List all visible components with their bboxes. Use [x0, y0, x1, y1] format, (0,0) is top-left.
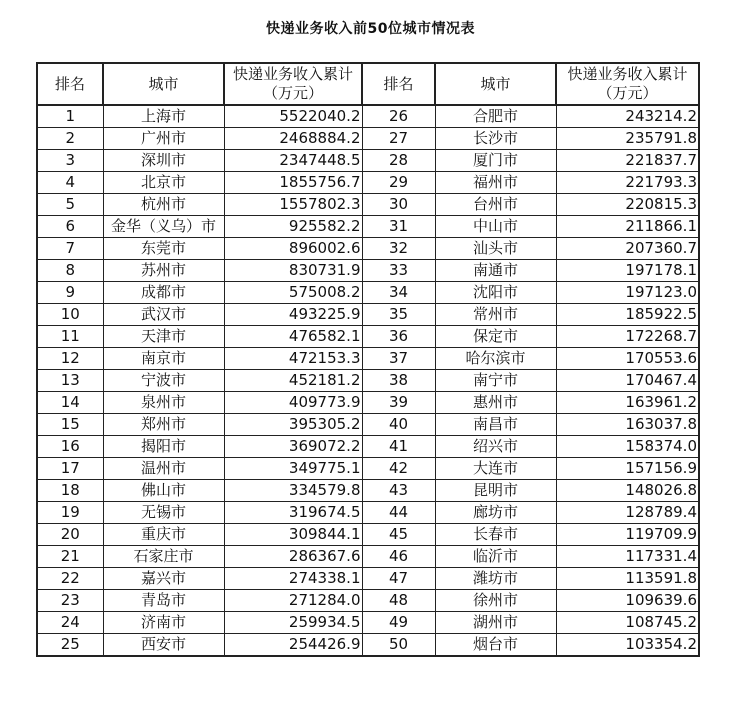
income-cell: 170467.4 — [556, 370, 699, 392]
income-header-line2: （万元） — [262, 84, 323, 102]
table-row — [37, 304, 699, 326]
rank-cell: 21 — [37, 546, 103, 568]
income-cell: 925582.2 — [224, 216, 362, 238]
rank-cell: 47 — [362, 568, 435, 590]
rank-cell: 11 — [37, 326, 103, 348]
rank-cell: 35 — [362, 304, 435, 326]
city-cell: 佛山市 — [103, 480, 224, 502]
income-cell: 452181.2 — [224, 370, 362, 392]
rank-cell: 46 — [362, 546, 435, 568]
rank-cell: 6 — [37, 216, 103, 238]
rank-cell: 34 — [362, 282, 435, 304]
rank-cell: 40 — [362, 414, 435, 436]
income-cell: 830731.9 — [224, 260, 362, 282]
city-cell: 惠州市 — [435, 392, 556, 414]
city-cell: 西安市 — [103, 634, 224, 657]
table-row — [37, 238, 699, 260]
table-row — [37, 326, 699, 348]
rank-cell: 7 — [37, 238, 103, 260]
table-row — [37, 282, 699, 304]
income-cell: 148026.8 — [556, 480, 699, 502]
income-cell: 334579.8 — [224, 480, 362, 502]
page-title: 快递业务收入前50位城市情况表 — [266, 21, 475, 37]
rank-cell: 45 — [362, 524, 435, 546]
income-cell: 221793.3 — [556, 172, 699, 194]
city-cell: 长春市 — [435, 524, 556, 546]
table-row — [37, 568, 699, 590]
income-cell: 309844.1 — [224, 524, 362, 546]
income-cell: 2347448.5 — [224, 150, 362, 172]
rank-cell: 3 — [37, 150, 103, 172]
table-row — [37, 392, 699, 414]
city-cell: 东莞市 — [103, 238, 224, 260]
city-cell: 绍兴市 — [435, 436, 556, 458]
rank-cell: 17 — [37, 458, 103, 480]
city-cell: 金华（义乌）市 — [103, 216, 224, 238]
income-cell: 221837.7 — [556, 150, 699, 172]
income-header — [556, 63, 699, 105]
rank-cell: 9 — [37, 282, 103, 304]
city-cell: 温州市 — [103, 458, 224, 480]
rank-cell: 19 — [37, 502, 103, 524]
rank-cell: 39 — [362, 392, 435, 414]
rank-cell: 49 — [362, 612, 435, 634]
income-cell: 103354.2 — [556, 634, 699, 657]
rank-cell: 24 — [37, 612, 103, 634]
table-body — [37, 105, 699, 656]
rank-cell: 32 — [362, 238, 435, 260]
income-cell: 5522040.2 — [224, 105, 362, 128]
income-cell: 395305.2 — [224, 414, 362, 436]
income-cell: 108745.2 — [556, 612, 699, 634]
rank-cell: 41 — [362, 436, 435, 458]
city-cell: 合肥市 — [435, 105, 556, 128]
rank-cell: 20 — [37, 524, 103, 546]
city-cell: 南通市 — [435, 260, 556, 282]
income-cell: 493225.9 — [224, 304, 362, 326]
rank-cell: 16 — [37, 436, 103, 458]
rank-cell: 33 — [362, 260, 435, 282]
city-cell: 厦门市 — [435, 150, 556, 172]
income-cell: 163037.8 — [556, 414, 699, 436]
city-cell: 沈阳市 — [435, 282, 556, 304]
income-cell: 211866.1 — [556, 216, 699, 238]
city-cell: 成都市 — [103, 282, 224, 304]
rank-cell: 25 — [37, 634, 103, 657]
income-cell: 274338.1 — [224, 568, 362, 590]
income-cell: 349775.1 — [224, 458, 362, 480]
city-cell: 南京市 — [103, 348, 224, 370]
rank-cell: 43 — [362, 480, 435, 502]
income-cell: 319674.5 — [224, 502, 362, 524]
table-row — [37, 458, 699, 480]
city-cell: 大连市 — [435, 458, 556, 480]
table-row — [37, 150, 699, 172]
rank-cell: 12 — [37, 348, 103, 370]
city-cell: 广州市 — [103, 128, 224, 150]
table-row — [37, 105, 699, 128]
table-row — [37, 194, 699, 216]
rank-cell: 13 — [37, 370, 103, 392]
rank-cell: 26 — [362, 105, 435, 128]
rank-cell: 42 — [362, 458, 435, 480]
income-header — [224, 63, 362, 105]
rank-cell: 1 — [37, 105, 103, 128]
rank-cell: 50 — [362, 634, 435, 657]
income-cell: 172268.7 — [556, 326, 699, 348]
city-cell: 南宁市 — [435, 370, 556, 392]
income-cell: 2468884.2 — [224, 128, 362, 150]
income-cell: 119709.9 — [556, 524, 699, 546]
rank-header: 排名 — [37, 63, 103, 105]
rank-cell: 27 — [362, 128, 435, 150]
table-row — [37, 590, 699, 612]
table-row — [37, 260, 699, 282]
table-row — [37, 524, 699, 546]
city-cell: 廊坊市 — [435, 502, 556, 524]
city-cell: 长沙市 — [435, 128, 556, 150]
city-income-table — [36, 62, 700, 657]
city-cell: 上海市 — [103, 105, 224, 128]
income-cell: 207360.7 — [556, 238, 699, 260]
income-cell: 1855756.7 — [224, 172, 362, 194]
rank-cell: 10 — [37, 304, 103, 326]
income-cell: 243214.2 — [556, 105, 699, 128]
city-header: 城市 — [435, 63, 556, 105]
income-cell: 1557802.3 — [224, 194, 362, 216]
city-cell: 福州市 — [435, 172, 556, 194]
city-cell: 杭州市 — [103, 194, 224, 216]
city-cell: 烟台市 — [435, 634, 556, 657]
income-cell: 575008.2 — [224, 282, 362, 304]
table-row — [37, 348, 699, 370]
income-header-line1: 快递业务收入累计 — [567, 65, 688, 83]
city-cell: 武汉市 — [103, 304, 224, 326]
city-cell: 常州市 — [435, 304, 556, 326]
income-header-line2: （万元） — [597, 84, 658, 102]
city-cell: 中山市 — [435, 216, 556, 238]
city-cell: 哈尔滨市 — [435, 348, 556, 370]
rank-cell: 38 — [362, 370, 435, 392]
table-row — [37, 436, 699, 458]
rank-cell: 36 — [362, 326, 435, 348]
city-cell: 潍坊市 — [435, 568, 556, 590]
rank-cell: 31 — [362, 216, 435, 238]
rank-cell: 28 — [362, 150, 435, 172]
city-cell: 临沂市 — [435, 546, 556, 568]
income-cell: 259934.5 — [224, 612, 362, 634]
rank-cell: 44 — [362, 502, 435, 524]
income-cell: 896002.6 — [224, 238, 362, 260]
income-cell: 185922.5 — [556, 304, 699, 326]
city-cell: 揭阳市 — [103, 436, 224, 458]
city-cell: 昆明市 — [435, 480, 556, 502]
city-cell: 嘉兴市 — [103, 568, 224, 590]
city-cell: 泉州市 — [103, 392, 224, 414]
income-cell: 170553.6 — [556, 348, 699, 370]
rank-cell: 14 — [37, 392, 103, 414]
city-cell: 宁波市 — [103, 370, 224, 392]
rank-cell: 18 — [37, 480, 103, 502]
city-cell: 深圳市 — [103, 150, 224, 172]
table-row — [37, 216, 699, 238]
income-cell: 472153.3 — [224, 348, 362, 370]
income-cell: 197178.1 — [556, 260, 699, 282]
city-cell: 台州市 — [435, 194, 556, 216]
income-cell: 369072.2 — [224, 436, 362, 458]
rank-cell: 29 — [362, 172, 435, 194]
table-row — [37, 612, 699, 634]
city-cell: 无锡市 — [103, 502, 224, 524]
table-row — [37, 414, 699, 436]
rank-cell: 30 — [362, 194, 435, 216]
city-cell: 湖州市 — [435, 612, 556, 634]
city-cell: 苏州市 — [103, 260, 224, 282]
rank-cell: 2 — [37, 128, 103, 150]
table-row — [37, 172, 699, 194]
income-cell: 113591.8 — [556, 568, 699, 590]
city-cell: 郑州市 — [103, 414, 224, 436]
income-cell: 271284.0 — [224, 590, 362, 612]
income-cell: 286367.6 — [224, 546, 362, 568]
rank-header: 排名 — [362, 63, 435, 105]
rank-cell: 4 — [37, 172, 103, 194]
income-cell: 163961.2 — [556, 392, 699, 414]
income-cell: 117331.4 — [556, 546, 699, 568]
rank-cell: 15 — [37, 414, 103, 436]
income-cell: 409773.9 — [224, 392, 362, 414]
income-cell: 235791.8 — [556, 128, 699, 150]
income-cell: 476582.1 — [224, 326, 362, 348]
city-cell: 汕头市 — [435, 238, 556, 260]
city-cell: 济南市 — [103, 612, 224, 634]
income-cell: 254426.9 — [224, 634, 362, 657]
income-cell: 128789.4 — [556, 502, 699, 524]
table-row — [37, 634, 699, 657]
rank-cell: 8 — [37, 260, 103, 282]
city-header: 城市 — [103, 63, 224, 105]
table-row — [37, 128, 699, 150]
city-cell: 南昌市 — [435, 414, 556, 436]
table-row — [37, 502, 699, 524]
table-row — [37, 370, 699, 392]
income-cell: 197123.0 — [556, 282, 699, 304]
city-cell: 青岛市 — [103, 590, 224, 612]
table-row — [37, 480, 699, 502]
rank-cell: 48 — [362, 590, 435, 612]
city-cell: 石家庄市 — [103, 546, 224, 568]
income-header-line1: 快递业务收入累计 — [232, 65, 353, 83]
city-cell: 天津市 — [103, 326, 224, 348]
rank-cell: 37 — [362, 348, 435, 370]
rank-cell: 22 — [37, 568, 103, 590]
table-row — [37, 546, 699, 568]
rank-cell: 23 — [37, 590, 103, 612]
income-cell: 158374.0 — [556, 436, 699, 458]
income-cell: 109639.6 — [556, 590, 699, 612]
income-cell: 220815.3 — [556, 194, 699, 216]
city-cell: 重庆市 — [103, 524, 224, 546]
city-cell: 徐州市 — [435, 590, 556, 612]
rank-cell: 5 — [37, 194, 103, 216]
income-cell: 157156.9 — [556, 458, 699, 480]
city-cell: 北京市 — [103, 172, 224, 194]
city-cell: 保定市 — [435, 326, 556, 348]
table-header-row — [37, 63, 699, 105]
